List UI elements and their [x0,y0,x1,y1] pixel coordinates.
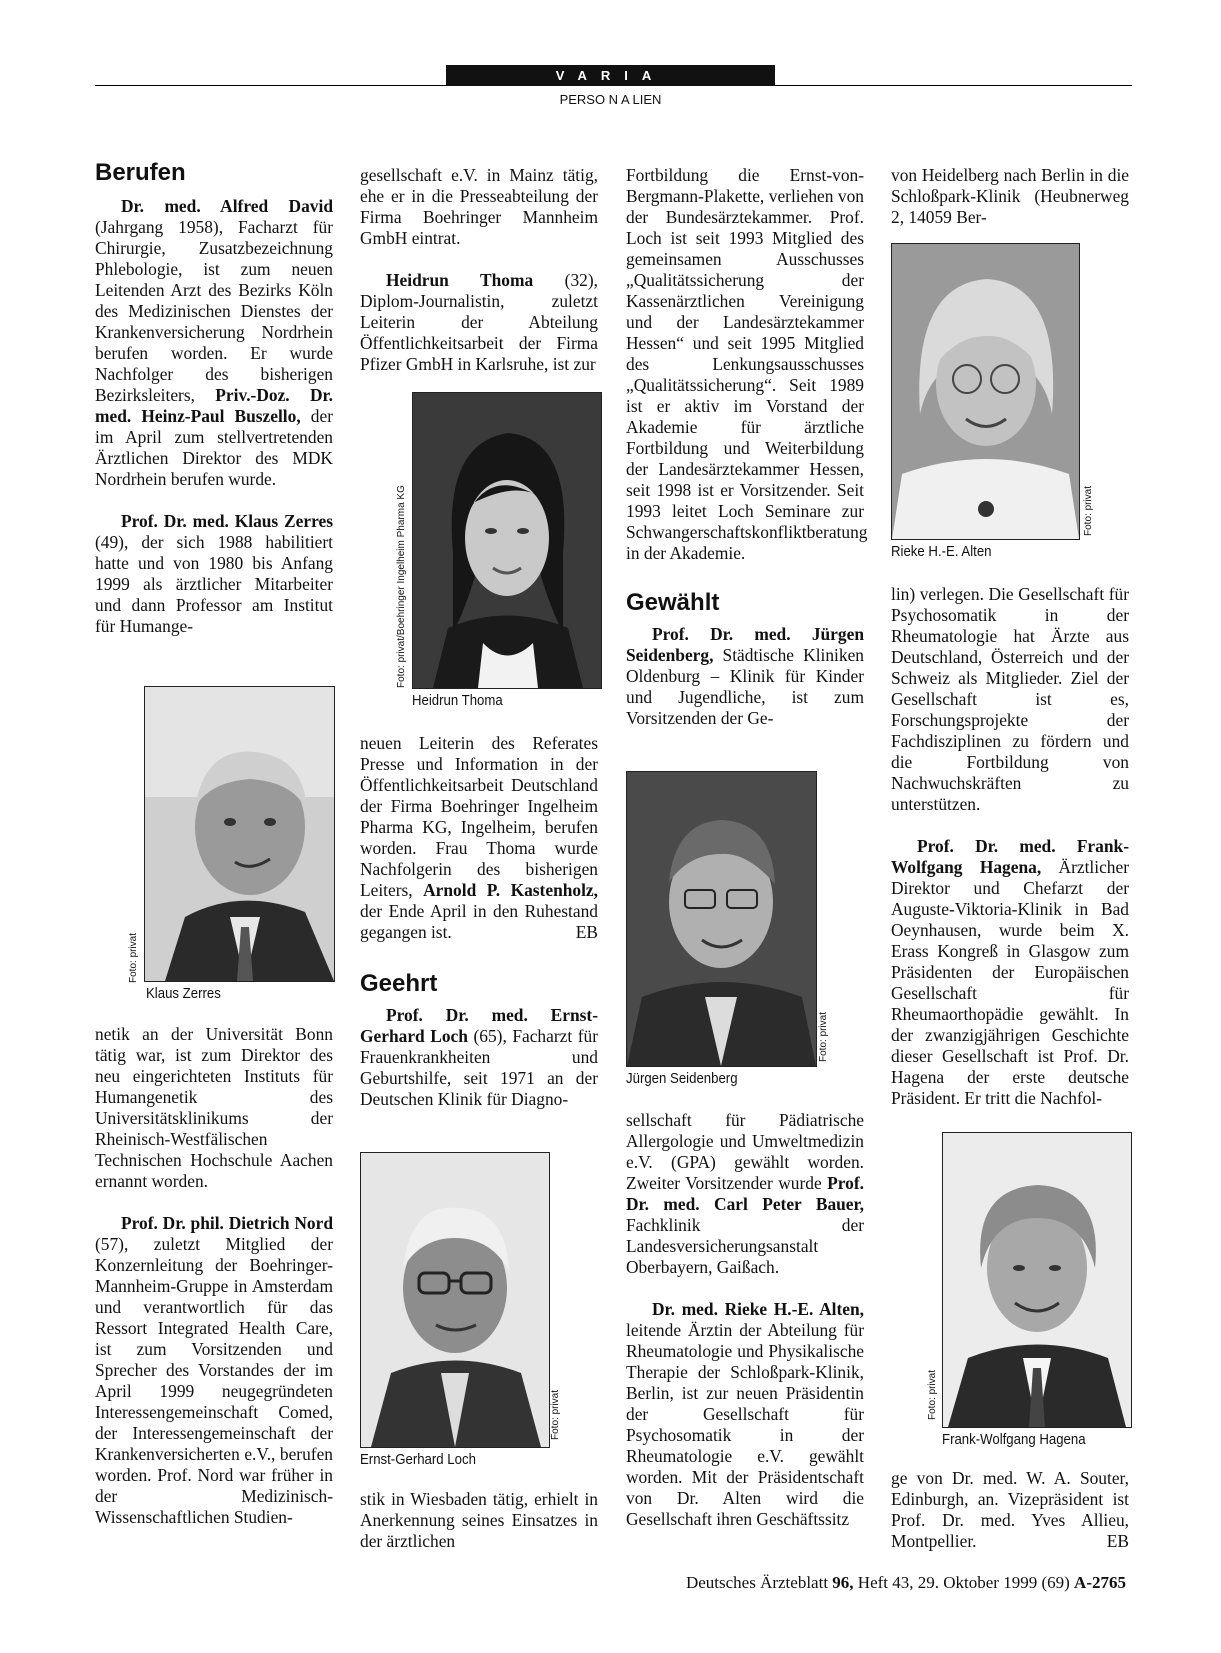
column-3-continued [626,1110,864,1530]
person-name: Prof. Dr. phil. Dietrich Nord [121,1213,333,1233]
paragraph-loch-cont: stik in Wiesbaden tätig, erhielt in Anerkennung seines Einsatzes in der ärztlichen [360,1489,598,1551]
paragraph-david: Dr. med. Alfred David (Jahrgang 1958), Facharzt für Chirurgie, Zusatzbezeichnung Phlebologie, ist zum neuen Leitenden Arzt des Bezirks Köln des Medizinischen Dienstes der Krankenversicherung Nordrhein berufen worden. Er wurde Nachfolger des bisherigen Bezirksleiters, Priv.-Doz. Dr. med. Heinz-Paul Buszello, der im April zum stellvertretenden Ärztlichen Direktor des MDK Nordrhein berufen wurde. [95,196,333,489]
photo-credit: Foto: privat [550,1389,561,1440]
photo-credit: Foto: privat [927,1369,938,1420]
column-4 [891,165,1129,228]
photo-credit: Foto: privat [818,1011,829,1062]
heading-gewaehlt: Gewählt [626,589,720,616]
person-name: Arnold P. Kastenholz, [423,880,599,900]
paragraph-nord-cont: gesellschaft e.V. in Mainz tätig, ehe er in die Presseabteilung der Firma Boehringer Mannheim GmbH eintrat. [360,165,598,248]
photo-frank-wolfgang-hagena [942,1132,1132,1428]
page-footer: Deutsches Ärzteblatt 96, Heft 43, 29. Oktober 1999 (69) A-2765 [685,1573,1126,1592]
column-4-end [891,1468,1129,1552]
section-label: VARIA [446,65,775,86]
author-sign: EB [1106,1531,1129,1551]
paragraph-nord: Prof. Dr. phil. Dietrich Nord (57), zuletzt Mitglied der Konzernleitung der Boehringer-Mannheim-Gruppe in Amsterdam und verantwortlich für das Ressort Integrated Health Care, ist zum Vorsitzenden und Sprecher des Vorstandes der im April 1999 neugegründeten Interessengemeinschaft Comed, der Interessengemeinschaft der Krankenversicherten e.V., berufen worden. Prof. Nord war früher in der Medizinisch-Wissenschaftlichen Studien- [95,1213,333,1527]
paragraph-zerres-cont: netik an der Universität Bonn tätig war, ist zum Direktor des neu eingerichteten Instituts für Humangenetik des Universitätsklinikums der Rheinisch-Westfälischen Technischen Hochschule Aachen ernannt worden. [95,1024,333,1191]
photo-rieke-alten [891,243,1080,540]
photo-ernst-gerhard-loch [360,1152,550,1448]
paragraph-thoma-cont: neuen Leiterin des Referates Presse und Information in der Öffentlichkeitsarbeit Deutschland der Firma Boehringer Ingelheim Pharma KG, Ingelheim, berufen worden. Frau Thoma wurde Nachfolgerin des bisherigen Leiters, Arnold P. Kastenholz, der Ende April in den Ruhestand gegangen ist. EB [360,733,599,942]
photo-caption: Klaus Zerres [146,985,221,1002]
person-name: Prof. Dr. med. Carl Peter Bauer, [626,1173,864,1214]
paragraph-alten-end: lin) verlegen. Die Gesellschaft für Psychosomatik in der Rheumatologie hat Ärzte aus Deutschland, Österreich und der Schweiz als Mitglieder. Ziel der Gesellschaft ist es, Forschungsprojekte der Fachdisziplinen zu fördern und die Fortbildung von Nachwuchskräften zu unterstützen. [891,584,1129,814]
person-name: Prof. Dr. med. Klaus Zerres [121,511,333,531]
heading-berufen: Berufen [95,159,186,186]
photo-juergen-seidenberg [626,771,817,1067]
paragraph-alten-cont: von Heidelberg nach Berlin in die Schloßpark-Klinik (Heubnerweg 2, 14059 Ber- [891,165,1129,227]
paragraph-loch: Prof. Dr. med. Ernst-Gerhard Loch (65), Facharzt für Frauenkrankheiten und Geburtshilfe, seit 1971 an der Deutschen Klinik für Diagno- [360,1005,598,1109]
paragraph-seidenberg-cont: sellschaft für Pädiatrische Allergologie und Umweltmedizin e.V. (GPA) gewählt worden. Zweiter Vorsitzender wurde Prof. Dr. med. Carl Peter Bauer, Fachklinik der Landesversicherungsanstalt Oberbayern, Gaißach. [626,1110,864,1277]
subsection-label: PERSO N A LIEN [559,92,662,107]
paragraph-seidenberg: Prof. Dr. med. Jürgen Seidenberg, Städtische Kliniken Oldenburg – Klinik für Kinder und Jugendliche, ist zum Vorsitzenden der Ge- [626,624,864,728]
paragraph-loch-end: Fortbildung die Ernst-von-Bergmann-Plakette, verliehen von der Bundesärztekammer. Prof. Loch ist seit 1993 Mitglied des gemeinsamen Ausschusses „Qualitätssicherung der Kassenärztlichen Vereinigung und der Landesärztekammer Hessen“ und seit 1995 Mitglied des Lenkungsausschusses „Qualitätssicherung“. Seit 1989 ist er aktiv im Vorstand der Akademie für ärztliche Fortbildung und Weiterbildung der Landesärztekammer Hessen, seit 1998 ist er Vorsitzender. Seit 1993 leitet Loch Seminare zur Schwangerschaftskonfliktberatung in der Akademie. [626,165,868,563]
person-name: Dr. med. Rieke H.-E. Alten, [652,1299,864,1319]
paragraph-hagena: Prof. Dr. med. Frank-Wolfgang Hagena, Ärztlicher Direktor und Chefarzt der Auguste-Viktoria-Klinik in Bad Oeynhausen, wurde beim X. Erass Kongreß in Glasgow zum Präsidenten der Europäischen Gesellschaft für Rheumaorthopädie gewählt. In der zwanzigjährigen Geschichte dieser Gesellschaft ist Prof. Dr. Hagena der erste deutsche Präsident. Er tritt die Nachfol- [891,836,1129,1108]
column-1-continued [95,1024,333,1528]
person-name: Dr. med. Alfred David [121,196,333,216]
person-name: Prof. Dr. med. Frank-Wolfgang Hagena, [891,836,1129,877]
photo-caption: Jürgen Seidenberg [626,1070,738,1087]
photo-credit: Foto: privat/Boehringer Ingelheim Pharma KG [396,485,407,688]
person-name: Prof. Dr. med. Jürgen Seidenberg, [626,624,864,665]
photo-heidrun-thoma [412,392,602,689]
person-name: Prof. Dr. med. Ernst-Gerhard Loch [360,1005,598,1046]
paragraph-zerres: Prof. Dr. med. Klaus Zerres (49), der sich 1988 habilitiert hatte und von 1980 bis Anfang 1999 als ärztlicher Mitarbeiter und dann Professor am Institut für Humange- [95,511,333,636]
column-1 [95,158,333,637]
paragraph-alten: Dr. med. Rieke H.-E. Alten, leitende Ärztin der Abteilung für Rheumatologie und Physikalische Therapie der Schloßpark-Klinik, Berlin, ist zur neuen Präsidentin der Gesellschaft für Psychosomatik in der Rheumatologie e.V. gewählt worden. Mit der Präsidentschaft von Dr. Alten wird die Gesellschaft ihren Geschäftssitz [626,1299,864,1529]
heading-geehrt: Geehrt [360,970,438,997]
paragraph-thoma: Heidrun Thoma (32), Diplom-Journalistin, zuletzt Leiterin der Abteilung Öffentlichkeitsarbeit der Firma Pfizer GmbH in Karlsruhe, ist zur [360,270,599,374]
column-2-continued [360,733,598,1110]
column-2-end [360,1489,598,1552]
author-sign: EB [575,922,598,942]
paragraph-hagena-cont: ge von Dr. med. W. A. Souter, Edinburgh, an. Vizepräsident ist Prof. Dr. med. Yves Allieu, Montpellier. EB [891,1468,1129,1551]
page-number: A-2765 [1074,1573,1126,1592]
photo-klaus-zerres [144,686,335,982]
column-3 [626,165,868,729]
photo-credit: Foto: privat [1083,485,1094,536]
column-4-continued [891,584,1129,1109]
photo-caption: Ernst-Gerhard Loch [360,1451,476,1468]
photo-credit: Foto: privat [128,932,139,983]
photo-caption: Frank-Wolfgang Hagena [942,1431,1086,1448]
person-name: Heidrun Thoma [386,270,534,290]
person-name: Priv.-Doz. Dr. med. Heinz-Paul Buszello, [95,385,333,426]
photo-caption: Heidrun Thoma [412,692,503,709]
photo-caption: Rieke H.-E. Alten [891,543,992,560]
column-2 [360,165,598,375]
